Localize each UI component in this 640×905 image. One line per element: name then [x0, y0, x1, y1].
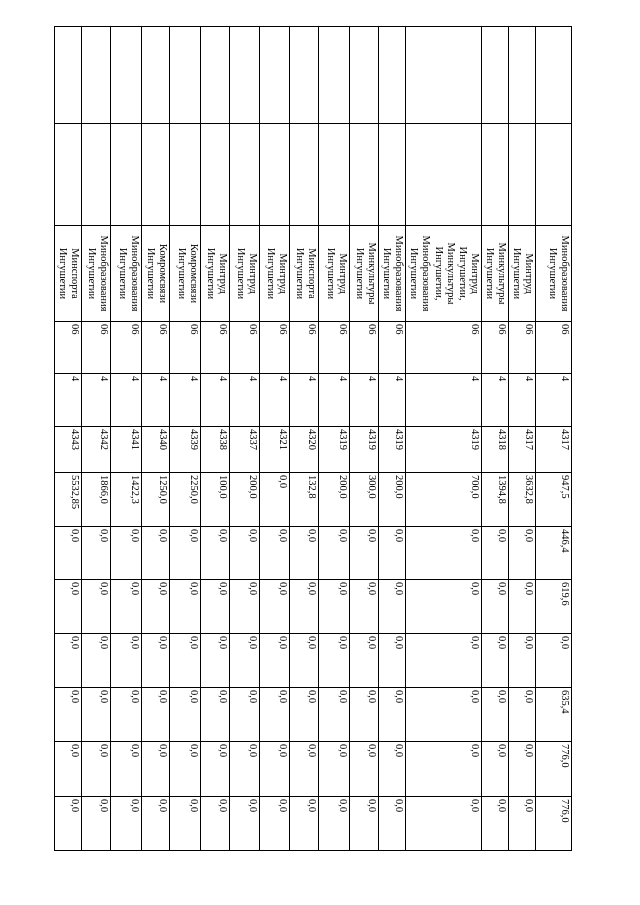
- cell-org: Комромсвязи Ингушетии: [170, 226, 201, 322]
- cell-v2: 0,0: [55, 527, 82, 580]
- cell-v2: 0,0: [508, 527, 535, 580]
- blank-cell: [170, 124, 201, 226]
- blank-cell: [406, 27, 481, 124]
- cell-v1: 1422,3: [111, 473, 142, 527]
- cell-org: Минтруд Ингушетии: [319, 226, 350, 322]
- cell-v7: 0,0: [406, 797, 481, 851]
- table-row: [260, 27, 290, 851]
- cell-v2: 0,0: [260, 527, 290, 580]
- cell-sec: 4: [55, 374, 82, 427]
- blank-cell: [290, 27, 319, 124]
- cell-v4: 0,0: [201, 634, 230, 688]
- blank-cell: [82, 124, 111, 226]
- cell-v6: 0,0: [111, 742, 142, 797]
- cell-code: 06: [260, 322, 290, 374]
- cell-v5: 635,4: [536, 688, 572, 742]
- cell-sec: 4: [260, 374, 290, 427]
- blank-cell: [111, 124, 142, 226]
- cell-v4: 0,0: [170, 634, 201, 688]
- cell-v6: 0,0: [170, 742, 201, 797]
- cell-code: 06: [290, 322, 319, 374]
- blank-cell: [319, 124, 350, 226]
- cell-v1: 1866,0: [82, 473, 111, 527]
- cell-v1: 3632,8: [508, 473, 535, 527]
- cell-v5: 0,0: [481, 688, 508, 742]
- blank-cell: [508, 124, 535, 226]
- cell-sec: 4: [508, 374, 535, 427]
- cell-v6: 776,0: [536, 742, 572, 797]
- cell-v7: 0,0: [350, 797, 379, 851]
- blank-cell: [142, 27, 170, 124]
- table-row: [290, 27, 319, 851]
- cell-v4: 0,0: [536, 634, 572, 688]
- cell-v3: 0,0: [111, 580, 142, 634]
- cell-sec: 4: [319, 374, 350, 427]
- table-row: [55, 27, 82, 851]
- cell-v5: 0,0: [260, 688, 290, 742]
- cell-v5: 0,0: [406, 688, 481, 742]
- cell-v3: 0,0: [350, 580, 379, 634]
- cell-v1: 200,0: [319, 473, 350, 527]
- cell-code: 06: [406, 322, 481, 374]
- cell-v1: 200,0: [230, 473, 260, 527]
- cell-item: 4321: [260, 427, 290, 473]
- cell-v6: 0,0: [508, 742, 535, 797]
- cell-v2: 0,0: [82, 527, 111, 580]
- blank-cell: [260, 124, 290, 226]
- table-row: [230, 27, 260, 851]
- cell-v3: 0,0: [406, 580, 481, 634]
- cell-sec: 4: [290, 374, 319, 427]
- cell-v5: 0,0: [508, 688, 535, 742]
- cell-v4: 0,0: [260, 634, 290, 688]
- cell-sec: 4: [379, 374, 406, 427]
- cell-v5: 0,0: [82, 688, 111, 742]
- cell-item: 4318: [481, 427, 508, 473]
- cell-v2: 0,0: [350, 527, 379, 580]
- cell-v1: 947,5: [536, 473, 572, 527]
- cell-v3: 0,0: [319, 580, 350, 634]
- cell-v6: 0,0: [55, 742, 82, 797]
- table-body: [55, 27, 572, 851]
- cell-v4: 0,0: [230, 634, 260, 688]
- cell-v5: 0,0: [290, 688, 319, 742]
- cell-item: 4338: [201, 427, 230, 473]
- cell-v5: 0,0: [230, 688, 260, 742]
- cell-sec: 4: [230, 374, 260, 427]
- blank-cell: [170, 27, 201, 124]
- cell-v4: 0,0: [142, 634, 170, 688]
- cell-v1: 132,8: [290, 473, 319, 527]
- cell-v1: 200,0: [379, 473, 406, 527]
- cell-item: 4319: [406, 427, 481, 473]
- cell-v2: 0,0: [142, 527, 170, 580]
- cell-v7: 0,0: [230, 797, 260, 851]
- cell-v1: 300,0: [350, 473, 379, 527]
- cell-org: Минкультуры Ингушетии: [350, 226, 379, 322]
- blank-cell: [55, 124, 82, 226]
- cell-v4: 0,0: [111, 634, 142, 688]
- cell-item: 4343: [55, 427, 82, 473]
- cell-org: Минкультуры Ингушетии: [481, 226, 508, 322]
- blank-cell: [481, 27, 508, 124]
- table-row: [201, 27, 230, 851]
- table-row: [536, 27, 572, 851]
- table-row: [481, 27, 508, 851]
- cell-code: 06: [170, 322, 201, 374]
- cell-v5: 0,0: [55, 688, 82, 742]
- cell-v3: 0,0: [201, 580, 230, 634]
- cell-v7: 0,0: [111, 797, 142, 851]
- cell-v1: 0,0: [260, 473, 290, 527]
- cell-v1: 1394,8: [481, 473, 508, 527]
- cell-sec: 4: [142, 374, 170, 427]
- cell-item: 4341: [111, 427, 142, 473]
- cell-v2: 446,4: [536, 527, 572, 580]
- cell-v2: 0,0: [201, 527, 230, 580]
- cell-org: Минтруд Ингушетии: [508, 226, 535, 322]
- cell-v3: 0,0: [170, 580, 201, 634]
- cell-org: Комромсвязи Ингушетии: [142, 226, 170, 322]
- cell-item: 4317: [508, 427, 535, 473]
- blank-cell: [55, 27, 82, 124]
- cell-v2: 0,0: [481, 527, 508, 580]
- cell-item: 4342: [82, 427, 111, 473]
- cell-sec: 4: [170, 374, 201, 427]
- table-row: [111, 27, 142, 851]
- cell-v3: 0,0: [481, 580, 508, 634]
- cell-v1: 2250,0: [170, 473, 201, 527]
- blank-cell: [350, 27, 379, 124]
- cell-code: 06: [319, 322, 350, 374]
- blank-cell: [201, 124, 230, 226]
- cell-v6: 0,0: [260, 742, 290, 797]
- blank-cell: [260, 27, 290, 124]
- blank-cell: [379, 124, 406, 226]
- blank-cell: [111, 27, 142, 124]
- blank-cell: [142, 124, 170, 226]
- cell-org: Минтруд Ингушетии: [201, 226, 230, 322]
- cell-v5: 0,0: [319, 688, 350, 742]
- cell-v3: 0,0: [55, 580, 82, 634]
- cell-v3: 0,0: [142, 580, 170, 634]
- cell-v6: 0,0: [481, 742, 508, 797]
- cell-sec: 4: [82, 374, 111, 427]
- cell-org: Минобразования Ингушетии: [379, 226, 406, 322]
- cell-v6: 0,0: [406, 742, 481, 797]
- cell-code: 06: [379, 322, 406, 374]
- cell-v5: 0,0: [201, 688, 230, 742]
- blank-cell: [230, 124, 260, 226]
- blank-cell: [230, 27, 260, 124]
- cell-v3: 0,0: [508, 580, 535, 634]
- cell-v6: 0,0: [82, 742, 111, 797]
- cell-org: Минобразования Ингушетии: [536, 226, 572, 322]
- cell-v7: 0,0: [55, 797, 82, 851]
- table-row: [170, 27, 201, 851]
- table-row: [142, 27, 170, 851]
- table-row: [82, 27, 111, 851]
- blank-cell: [406, 124, 481, 226]
- cell-v2: 0,0: [170, 527, 201, 580]
- cell-item: 4319: [319, 427, 350, 473]
- blank-cell: [481, 124, 508, 226]
- cell-v4: 0,0: [290, 634, 319, 688]
- cell-org: Минтруд Ингушетии, Минкультуры Ингушетии, Минобразования Ингушетии: [406, 226, 481, 322]
- cell-v7: 0,0: [170, 797, 201, 851]
- cell-v4: 0,0: [350, 634, 379, 688]
- cell-code: 06: [230, 322, 260, 374]
- cell-v4: 0,0: [319, 634, 350, 688]
- cell-org: Минтруд Ингушетии: [260, 226, 290, 322]
- cell-v6: 0,0: [319, 742, 350, 797]
- cell-v6: 0,0: [290, 742, 319, 797]
- blank-cell: [290, 124, 319, 226]
- blank-cell: [536, 124, 572, 226]
- cell-v7: 0,0: [201, 797, 230, 851]
- cell-v7: 0,0: [82, 797, 111, 851]
- blank-cell: [201, 27, 230, 124]
- cell-v2: 0,0: [230, 527, 260, 580]
- cell-v3: 0,0: [260, 580, 290, 634]
- cell-v7: 0,0: [508, 797, 535, 851]
- cell-org: Минспорта Ингушетии: [290, 226, 319, 322]
- cell-v5: 0,0: [379, 688, 406, 742]
- cell-v4: 0,0: [508, 634, 535, 688]
- cell-code: 06: [481, 322, 508, 374]
- cell-v7: 0,0: [142, 797, 170, 851]
- cell-code: 06: [536, 322, 572, 374]
- data-table: [54, 26, 572, 851]
- cell-v2: 0,0: [111, 527, 142, 580]
- cell-v4: 0,0: [379, 634, 406, 688]
- blank-cell: [82, 27, 111, 124]
- cell-v3: 0,0: [82, 580, 111, 634]
- cell-v7: 776,0: [536, 797, 572, 851]
- table-row: [319, 27, 350, 851]
- cell-code: 06: [82, 322, 111, 374]
- cell-v3: 0,0: [230, 580, 260, 634]
- cell-v7: 0,0: [379, 797, 406, 851]
- cell-v2: 0,0: [290, 527, 319, 580]
- cell-v3: 0,0: [379, 580, 406, 634]
- table-row: [350, 27, 379, 851]
- cell-item: 4337: [230, 427, 260, 473]
- cell-v5: 0,0: [111, 688, 142, 742]
- cell-v6: 0,0: [350, 742, 379, 797]
- cell-sec: 4: [201, 374, 230, 427]
- table-row: [406, 27, 481, 851]
- cell-code: 06: [201, 322, 230, 374]
- cell-org: Минобразования Ингушетии: [82, 226, 111, 322]
- cell-v1: 100,0: [201, 473, 230, 527]
- cell-sec: 4: [350, 374, 379, 427]
- cell-item: 4320: [290, 427, 319, 473]
- blank-cell: [319, 27, 350, 124]
- cell-code: 06: [55, 322, 82, 374]
- cell-v2: 0,0: [379, 527, 406, 580]
- cell-sec: 4: [536, 374, 572, 427]
- blank-cell: [536, 27, 572, 124]
- cell-item: 4317: [536, 427, 572, 473]
- cell-org: Минобразования Ингушетии: [111, 226, 142, 322]
- cell-item: 4339: [170, 427, 201, 473]
- cell-v1: 1250,0: [142, 473, 170, 527]
- cell-v1: 5532,85: [55, 473, 82, 527]
- cell-sec: 4: [481, 374, 508, 427]
- cell-v4: 0,0: [82, 634, 111, 688]
- cell-v4: 0,0: [406, 634, 481, 688]
- blank-cell: [379, 27, 406, 124]
- blank-cell: [508, 27, 535, 124]
- cell-v6: 0,0: [201, 742, 230, 797]
- cell-v7: 0,0: [260, 797, 290, 851]
- cell-v7: 0,0: [481, 797, 508, 851]
- cell-v6: 0,0: [230, 742, 260, 797]
- cell-code: 06: [142, 322, 170, 374]
- cell-v5: 0,0: [350, 688, 379, 742]
- cell-v3: 619,6: [536, 580, 572, 634]
- table-row: [379, 27, 406, 851]
- cell-v5: 0,0: [142, 688, 170, 742]
- cell-sec: 4: [406, 374, 481, 427]
- cell-item: 4319: [379, 427, 406, 473]
- cell-v7: 0,0: [290, 797, 319, 851]
- cell-code: 06: [508, 322, 535, 374]
- cell-v6: 0,0: [142, 742, 170, 797]
- cell-v5: 0,0: [170, 688, 201, 742]
- cell-code: 06: [350, 322, 379, 374]
- cell-v4: 0,0: [55, 634, 82, 688]
- cell-v4: 0,0: [481, 634, 508, 688]
- cell-v7: 0,0: [319, 797, 350, 851]
- cell-v2: 0,0: [406, 527, 481, 580]
- cell-item: 4340: [142, 427, 170, 473]
- cell-sec: 4: [111, 374, 142, 427]
- cell-v3: 0,0: [290, 580, 319, 634]
- cell-org: Минтруд Ингушетии: [230, 226, 260, 322]
- cell-v6: 0,0: [379, 742, 406, 797]
- table-row: [508, 27, 535, 851]
- cell-v2: 0,0: [319, 527, 350, 580]
- cell-item: 4319: [350, 427, 379, 473]
- rotated-page: [57, 26, 572, 850]
- cell-v1: 700,0: [406, 473, 481, 527]
- cell-org: Минспорта Ингушетии: [55, 226, 82, 322]
- cell-code: 06: [111, 322, 142, 374]
- blank-cell: [350, 124, 379, 226]
